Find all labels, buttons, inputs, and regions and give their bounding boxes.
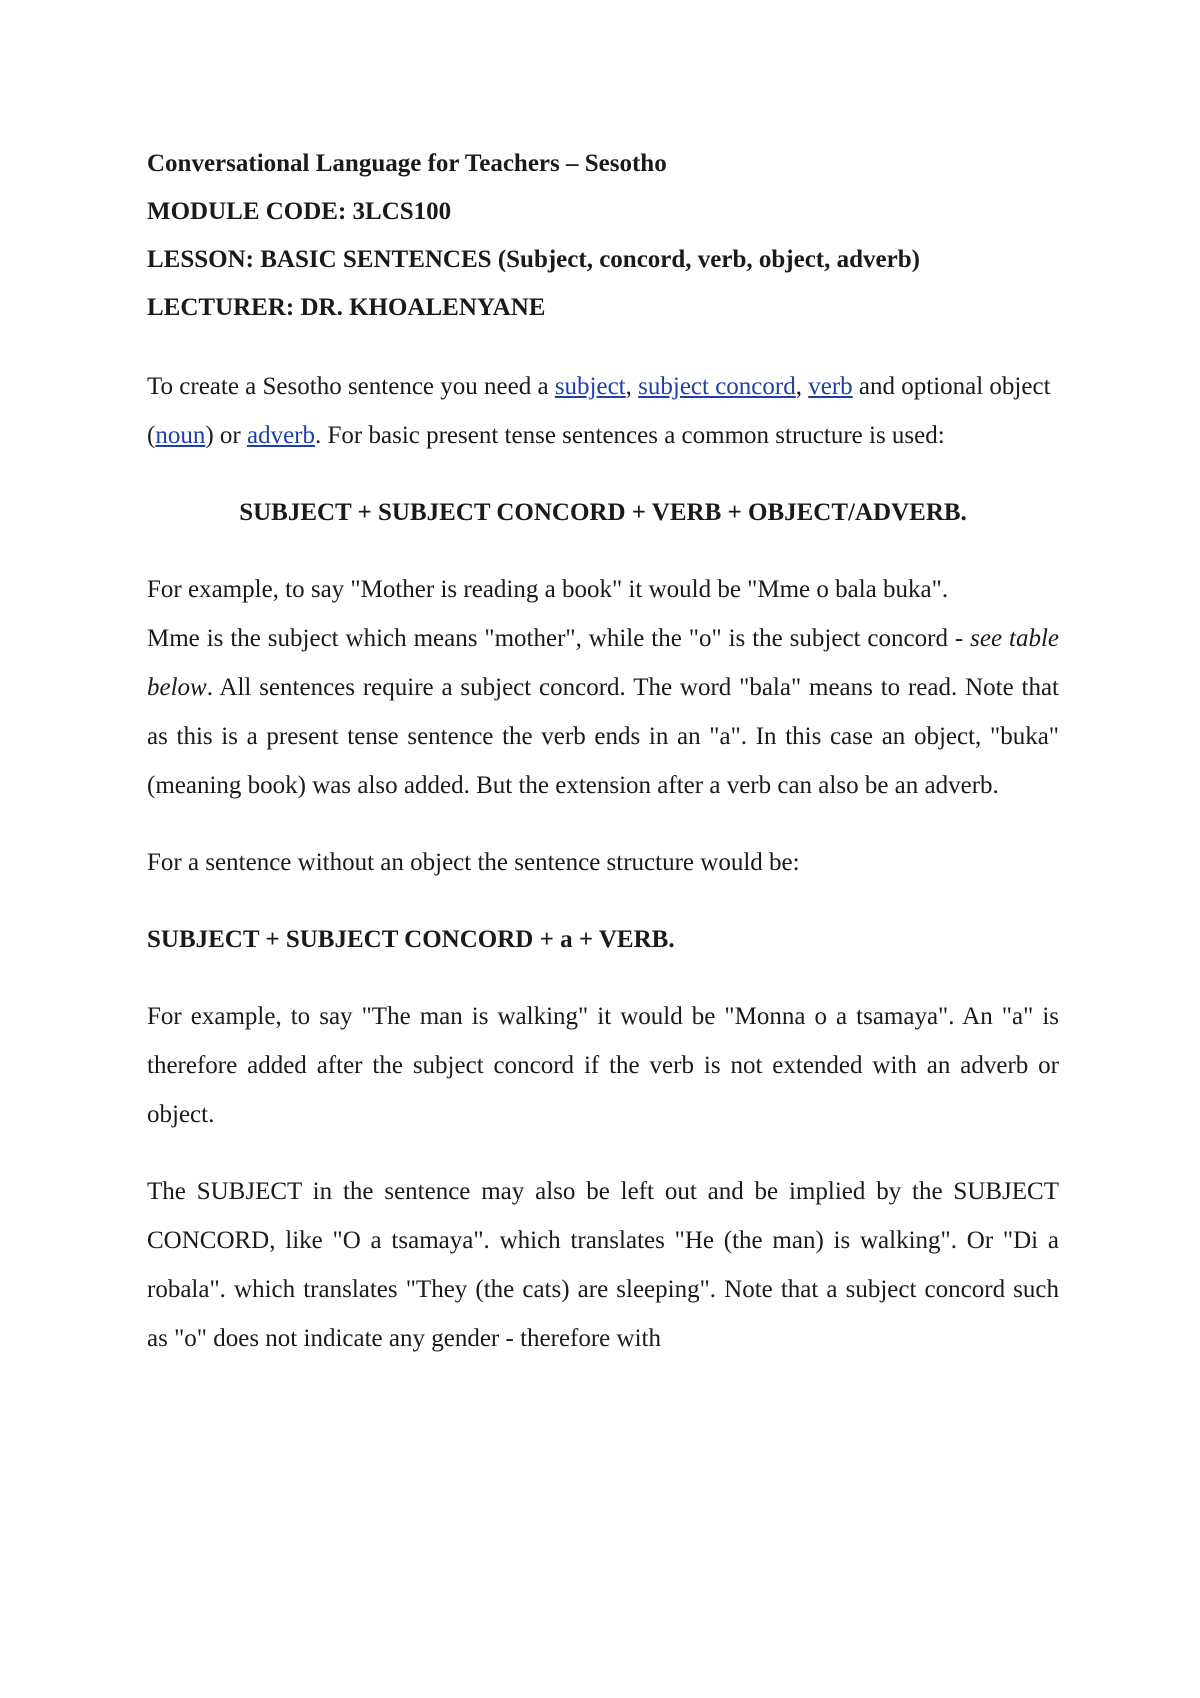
subject-omission-note: The SUBJECT in the sentence may also be left out and be implied by the SUBJECT CONCORD, like "O a tsamaya". which translates "He (the man) is walking". Or "Di a robala". which translates "They (the cats) are sleeping". Note that a subject concord such as "o" does not indicate any gender - therefore with <box>147 1178 1059 1352</box>
example-walking: For example, to say "The man is walking" it would be "Monna o a tsamaya". An "a" is therefore added after the subject concord if the verb is not extended with an adverb or object. <box>147 1003 1059 1128</box>
intro-text: . For basic present tense sentences a common structure is used: <box>315 422 945 449</box>
explanation-text: . All sentences require a subject concord. The word "bala" means to read. Note that as this is a present tense sentence the verb ends in an "a". In this case an object, "buka" (meaning book) was also added. But the extension after a verb can also be an adverb. <box>147 674 1059 799</box>
course-title: Conversational Language for Teachers – Sesotho <box>147 150 667 177</box>
example-block <box>147 565 1059 810</box>
link-subject[interactable]: subject <box>554 373 626 400</box>
link-verb[interactable]: verb <box>808 373 853 400</box>
module-code: MODULE CODE: 3LCS100 <box>147 198 452 225</box>
structure-formula-object: SUBJECT + SUBJECT CONCORD + VERB + OBJECT/ADVERB. <box>239 499 967 526</box>
lesson-title: LESSON: BASIC SENTENCES (Subject, concord, verb, object, adverb) <box>147 246 920 273</box>
document-header <box>147 140 1059 332</box>
structure-formula-no-object: SUBJECT + SUBJECT CONCORD + a + VERB. <box>147 926 675 953</box>
lecturer-name: LECTURER: DR. KHOALENYANE <box>147 294 546 321</box>
intro-text: , <box>795 373 809 400</box>
link-adverb[interactable]: adverb <box>246 422 316 449</box>
explanation-text: Mme is the subject which means "mother", while the "o" is the subject concord - <box>147 625 971 652</box>
no-object-intro: For a sentence without an object the sentence structure would be: <box>147 849 800 876</box>
link-noun[interactable]: noun <box>155 422 206 449</box>
intro-text: To create a Sesotho sentence you need a <box>147 373 555 400</box>
intro-paragraph <box>147 362 1059 460</box>
link-subject-concord[interactable]: subject concord <box>638 373 796 400</box>
intro-text: ) or <box>205 422 247 449</box>
intro-text: and optional object ( <box>147 373 1051 449</box>
example-explanation <box>147 614 1059 810</box>
intro-text: , <box>625 373 639 400</box>
example-sentence: For example, to say "Mother is reading a book" it would be "Mme o bala buka". <box>147 576 949 603</box>
document-page <box>147 140 1059 1363</box>
table-reference: see table below <box>147 625 1059 701</box>
